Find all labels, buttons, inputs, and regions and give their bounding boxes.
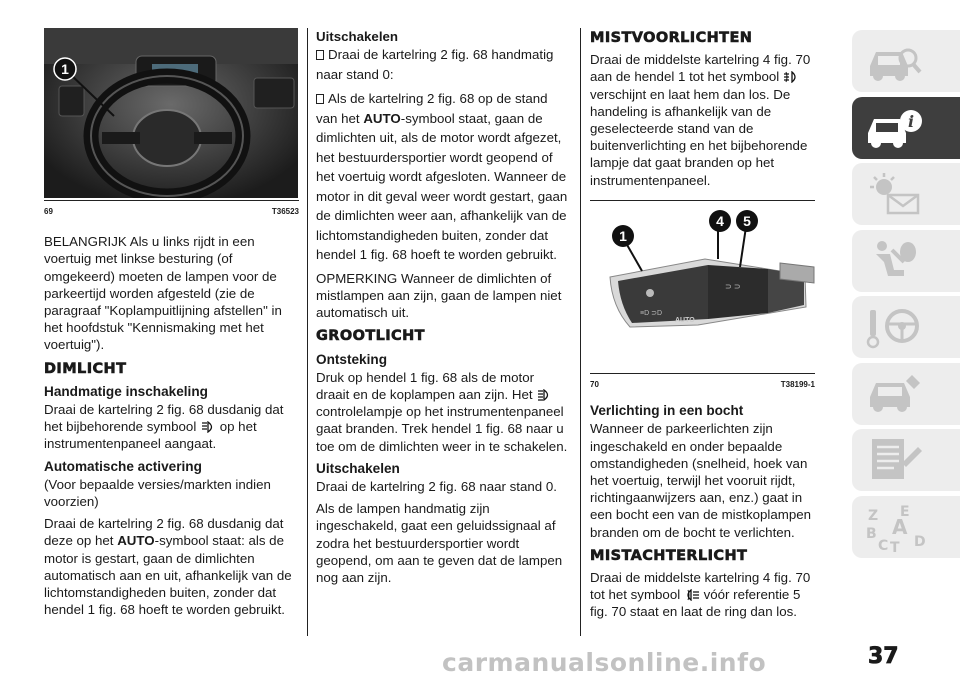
tab-checklist[interactable] bbox=[852, 429, 960, 491]
figure-70-stalk-illustration bbox=[590, 207, 815, 367]
chapter-tabs bbox=[852, 30, 960, 562]
handmatig-grootlicht-text: Als de lampen handmatig zijn ingeschakeld, gaat een geluidssignaal af zodra het bestuurdersportier wordt geopend, om aan te geven dat de lampen nog aan zijn. bbox=[316, 501, 563, 585]
rear-fog-icon bbox=[684, 589, 700, 601]
handmatig-paragraph bbox=[44, 401, 299, 453]
bocht-paragraph: Wanneer de parkeerlichten zijn ingeschakeld en onder bepaalde omstandigheden (snelheid, hoek van het voertuig, terwijl het vooruit rijdt, richtingaanwijzers aan, enz.) gaat in een bocht een van de mistkoplampen branden om de bocht te verlichten. bbox=[590, 421, 812, 540]
handmatig-text-a: Draai de kartelring 2 fig. 68 dusdanig dat het bijbehorende symbool bbox=[44, 402, 284, 435]
svg-text:i: i bbox=[907, 111, 915, 131]
tab-alphabet-index[interactable] bbox=[852, 496, 960, 558]
auto-text-a: Draai de kartelring 2 fig. 68 dusdanig dat deze op het bbox=[44, 516, 284, 549]
warning-light-icon bbox=[864, 169, 924, 219]
section-mistachterlicht-title: MISTACHTERLICHT bbox=[590, 547, 748, 564]
figure-70-number: 70 bbox=[590, 380, 599, 390]
alphabet-index-icon bbox=[864, 502, 934, 554]
bullet-1 bbox=[316, 45, 570, 84]
checklist-icon bbox=[864, 435, 924, 485]
svg-text:B: B bbox=[866, 525, 877, 542]
car-search-icon bbox=[864, 36, 924, 86]
svg-text:≡D ⊃D: ≡D ⊃D bbox=[640, 309, 663, 317]
section-mistvoorlichten-title: MISTVOORLICHTEN bbox=[590, 30, 753, 46]
opmerking-note: OPMERKING Wanneer de dimlichten of mistlampen aan zijn, gaan de lampen niet automatisch uit. bbox=[316, 270, 562, 321]
figure-69-code: T36523 bbox=[271, 207, 299, 216]
ontsteking-paragraph bbox=[316, 369, 570, 455]
dashboard-illustration bbox=[44, 28, 298, 198]
mist-text-b: verschijnt en laat hem dan los. De handeling is afhankelijk van de geselecteerde stand van de buitenverlichting en het bijbehorende lampje dat gaat branden op het instrumentenpaneel. bbox=[590, 86, 808, 188]
svg-text:⊃ ⊃: ⊃ ⊃ bbox=[725, 281, 741, 291]
important-note: BELANGRIJK Als u links rijdt in een voertuig met linkse besturing (of omgekeerd) moeten de lampen voor de parkeertijd worden afgesteld (zie de paragraaf "Koplampuitlijning afstellen" in het hoofdstuk "Kennismaking met het voertuig"). bbox=[44, 234, 282, 353]
bullet-2-text-b: -symbool staat, gaan de dimlichten uit, als de motor wordt afgezet, het bestuurdersportier wordt geopend of het voertuig wordt afgesloten. Wanneer de motor in dit geval weer wordt gestart, gaan de dimlichten weer aan, afhankelijk van de lichtomstandigheden buiten, zonder dat hendel 1 fig. 68 hoeft te worden gebruikt. bbox=[316, 110, 568, 263]
airbag-icon bbox=[864, 236, 924, 286]
svg-text:D: D bbox=[914, 533, 926, 550]
bullet-1-text: Draai de kartelring 2 fig. 68 handmatig naar stand 0: bbox=[316, 47, 554, 82]
svg-text:C: C bbox=[878, 537, 889, 554]
callout-5-label: 5 bbox=[743, 212, 751, 229]
figure-70 bbox=[590, 200, 815, 393]
callout-4-label: 4 bbox=[716, 212, 724, 229]
achter-paragraph bbox=[590, 569, 815, 621]
svg-text:Z: Z bbox=[868, 507, 879, 524]
bullet-2-auto-word: AUTO bbox=[363, 110, 401, 126]
auto-text-b: -symbool staat: als de motor is gestart, gaan de dimlichten automatisch aan en uit, afhankelijk van de lichtomstandigheden buiten, zonder dat hendel 1 fig. 68 hoeft te worden gebruikt. bbox=[44, 533, 292, 618]
bullet-2-marker bbox=[316, 94, 324, 104]
column-divider-1 bbox=[307, 28, 308, 636]
high-beam-icon bbox=[536, 389, 552, 401]
figure-69-dashboard-photo bbox=[44, 28, 298, 198]
bullet-1-marker bbox=[316, 50, 324, 60]
svg-text:A: A bbox=[892, 514, 908, 539]
uitschakelen-2-title: Uitschakelen bbox=[316, 460, 400, 476]
achter-text-a: Draai de middelste kartelring 4 fig. 70 tot het symbool bbox=[590, 570, 811, 603]
front-fog-icon bbox=[783, 71, 799, 83]
page-number: 37 bbox=[868, 644, 899, 669]
figure-69-caption bbox=[44, 200, 299, 220]
tab-airbag[interactable] bbox=[852, 230, 960, 292]
section-dimlicht-title: DIMLICHT bbox=[44, 360, 127, 377]
ontsteking-text-b: controlelampje op het instrumentenpaneel gaat branden. Trek hendel 1 fig. 68 naar u toe om de dimlichten weer in te schakelen. bbox=[316, 404, 568, 454]
mist-paragraph bbox=[590, 51, 815, 189]
ontsteking-text-a: Druk op hendel 1 fig. 68 als de motor draait en de koplampen aan zijn. Het bbox=[316, 369, 535, 402]
svg-text:T: T bbox=[890, 539, 900, 554]
figure-69-number: 69 bbox=[44, 207, 53, 216]
auto-word: AUTO bbox=[117, 533, 155, 549]
steering-wheel-icon bbox=[864, 302, 924, 352]
tab-car-search[interactable] bbox=[852, 30, 960, 92]
car-tools-icon bbox=[864, 369, 924, 419]
auto-paragraph bbox=[44, 515, 299, 618]
bocht-title: Verlichting in een bocht bbox=[590, 403, 744, 419]
section-grootlicht-title: GROOTLICHT bbox=[316, 328, 425, 345]
low-beam-icon bbox=[200, 421, 216, 433]
bullet-2 bbox=[316, 89, 570, 265]
figure-70-caption bbox=[590, 373, 815, 393]
tab-car-tools[interactable] bbox=[852, 363, 960, 425]
mist-text-a: Draai de middelste kartelring 4 fig. 70 aan de hendel 1 tot het symbool bbox=[590, 52, 811, 85]
column-middle bbox=[316, 28, 570, 591]
ontsteking-title: Ontsteking bbox=[316, 351, 387, 367]
achter-text-b: vóór referentie 5 fig. 70 staat en laat de ring dan los. bbox=[590, 587, 801, 620]
callout-1-label: 1 bbox=[61, 61, 69, 77]
bullet-2-text-a: Als de kartelring 2 fig. 68 op de stand van het bbox=[316, 91, 548, 126]
handmatig-text-b: op het instrumentenpaneel aangaat. bbox=[44, 419, 257, 452]
uitschakelen-2-text: Draai de kartelring 2 fig. 68 naar stand 0. bbox=[316, 478, 557, 494]
column-left bbox=[44, 28, 299, 623]
tab-warning-lights[interactable] bbox=[852, 163, 960, 225]
column-divider-2 bbox=[580, 28, 581, 636]
tab-steering[interactable] bbox=[852, 296, 960, 358]
car-info-icon bbox=[864, 103, 924, 153]
tab-car-info[interactable] bbox=[852, 97, 960, 159]
auto-activering-title: Automatische activering bbox=[44, 458, 202, 474]
handmatig-title: Handmatige inschakeling bbox=[44, 383, 208, 399]
callout-1-label-fig70: 1 bbox=[619, 227, 627, 244]
uitschakelen-title: Uitschakelen bbox=[316, 29, 399, 44]
column-right bbox=[590, 28, 815, 626]
lever-auto-label: AUTO bbox=[675, 316, 695, 324]
auto-note: (Voor bepaalde versies/markten indien voorzien) bbox=[44, 476, 271, 510]
watermark: carmanualsonline.info bbox=[442, 648, 767, 677]
figure-70-code: T38199-1 bbox=[780, 380, 815, 390]
svg-text:E: E bbox=[900, 503, 910, 520]
